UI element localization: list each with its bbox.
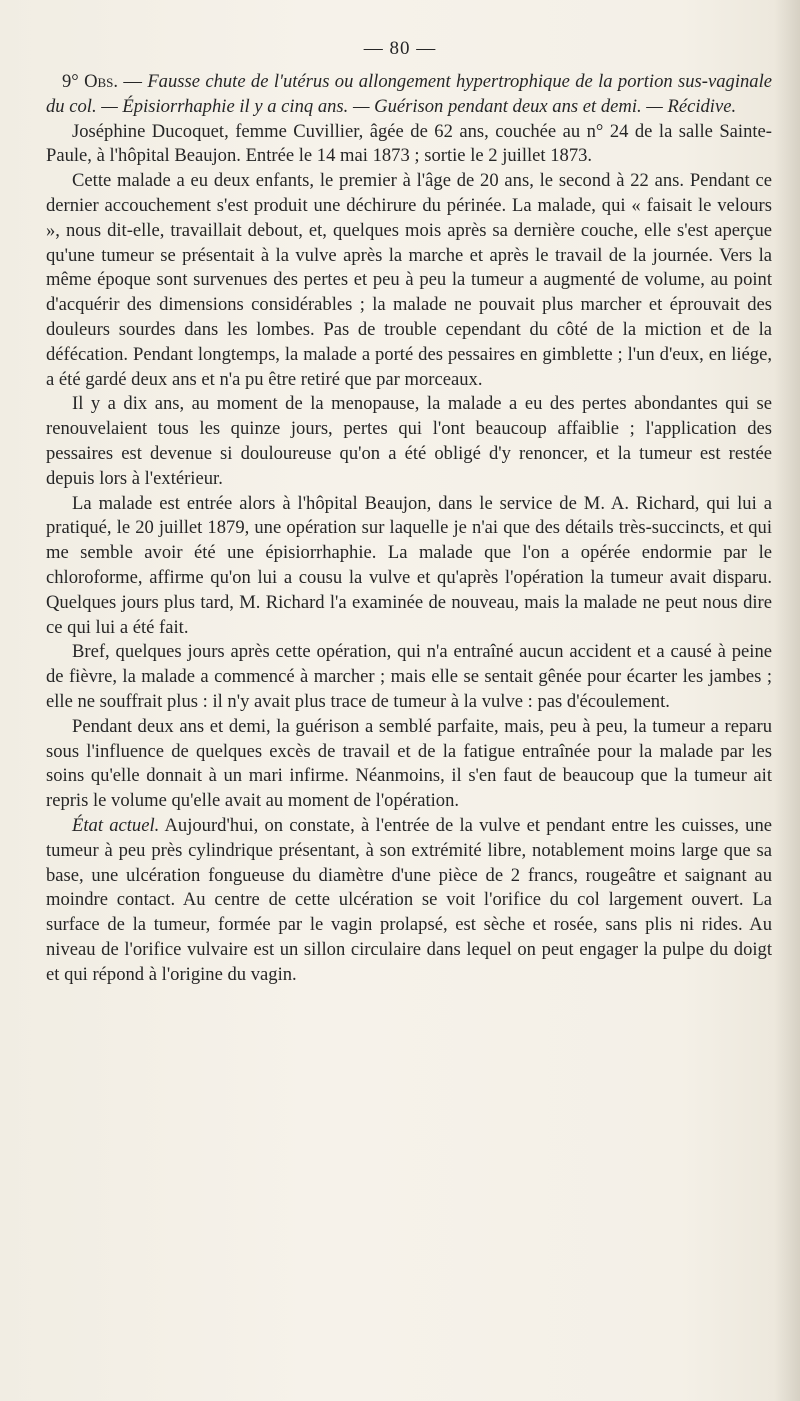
paragraph-patient-identity: Joséphine Ducoquet, femme Cuvillier, âgée de 62 ans, couchée au n° 24 de la salle Sainte-Paule, à l'hôpital Beaujon. Entrée le 14 mai 1873 ; sortie le 2 juillet 1873.	[46, 120, 772, 167]
current-state-text: Aujourd'hui, on constate, à l'entrée de la vulve et pendant entre les cuisses, une tumeur à peu près cylindrique présentant, à son extrémité libre, notablement moins large que sa base, une ulcération fongueuse du diamètre d'une pièce de 2 francs, rougeâtre et saignant au moindre contact. Au centre de cette ulcération se voit l'orifice du col largement ouvert. La surface de la tumeur, formée par le vagin prolapsé, est sèche et rosée, sans plis ni rides. Au niveau de l'orifice vulvaire est un sillon circulaire dans lequel on peut engager la pulpe du doigt et qui répond à l'origine du vagin.	[46, 814, 773, 985]
paragraph-history: Cette malade a eu deux enfants, le premier à l'âge de 20 ans, le second à 22 ans. Pendant ce dernier accouchement s'est produit une déchirure du périnée. La malade, qui « faisait le velours », nous dit-elle, travaillait debout, et, quelques mois après sa dernière couche, elle s'est aperçue qu'une tumeur se présentait à la vulve après la marche et après le travail de la journée. Vers la même époque sont survenues des pertes et peu à peu la tumeur a augmenté de volume, au point d'acquérir des dimensions considérables ; la malade ne pouvait plus marcher et éprouvait des douleurs sourdes dans les lombes. Pas de trouble cependant du côté de la miction et de la défécation. Pendant longtemps, la malade a porté des pessaires en gimblette ; l'un d'eux, en liége, a été gardé deux ans et n'a pu être retiré que par morceaux.	[46, 170, 772, 390]
paragraph-relapse: Pendant deux ans et demi, la guérison a semblé parfaite, mais, peu à peu, la tumeur a reparu sous l'influence de quelques excès de travail et de la fatigue entraînée pour la malade par les soins qu'elle donnait à un mari infirme. Néanmoins, il s'en faut de beaucoup que la tumeur ait repris le volume qu'elle avait au moment de l'opération.	[46, 715, 772, 812]
paragraph-recovery: Bref, quelques jours après cette opération, qui n'a entraîné aucun accident et a causé à peine de fièvre, la malade a commencé à marcher ; mais elle se sentait gênée pour écarter les jambes ; elle ne souffrait plus : il n'y avait plus trace de tumeur à la vulve : pas d'écoulement.	[46, 641, 772, 712]
current-state-label: État actuel.	[72, 814, 160, 836]
page-number: — 80 —	[363, 38, 437, 59]
observation-heading	[46, 70, 772, 120]
paragraph-menopause: Il y a dix ans, au moment de la menopause, la malade a eu des pertes abondantes qui se renouvelaient tous les quinze jours, pertes qui l'ont beaucoup affaiblie ; l'application des pessaires est devenue si douloureuse qu'on a été obligé d'y renoncer, et la tumeur est restée depuis lors à l'extérieur.	[46, 393, 772, 489]
paragraph-current-state	[46, 814, 772, 988]
text-body	[46, 70, 772, 987]
paragraph-operation: La malade est entrée alors à l'hôpital Beaujon, dans le service de M. A. Richard, qui lui a pratiqué, le 20 juillet 1879, une opération sur laquelle je n'ai que des détails très-succincts, et qui me semble avoir été une épisiorrhaphie. La malade que l'on a opérée endormie par le chloroforme, affirme qu'on lui a cousu la vulve et qu'après l'opération la tumeur avait disparu. Quelques jours plus tard, M. Richard l'a examinée de nouveau, mais la malade ne peut nous dire ce qui lui a été fait.	[46, 492, 772, 638]
observation-dash: —	[118, 71, 148, 92]
page-edge-shadow	[774, 0, 800, 1401]
observation-label: Obs.	[84, 71, 119, 92]
observation-title: Fausse chute de l'utérus ou allongement hypertrophique de la portion sus-vaginale du col. — Épisiorrhaphie il y a cinq ans. — Guérison pendant deux ans et demi. — Récidive.	[46, 71, 772, 117]
observation-number: 9°	[62, 71, 79, 92]
